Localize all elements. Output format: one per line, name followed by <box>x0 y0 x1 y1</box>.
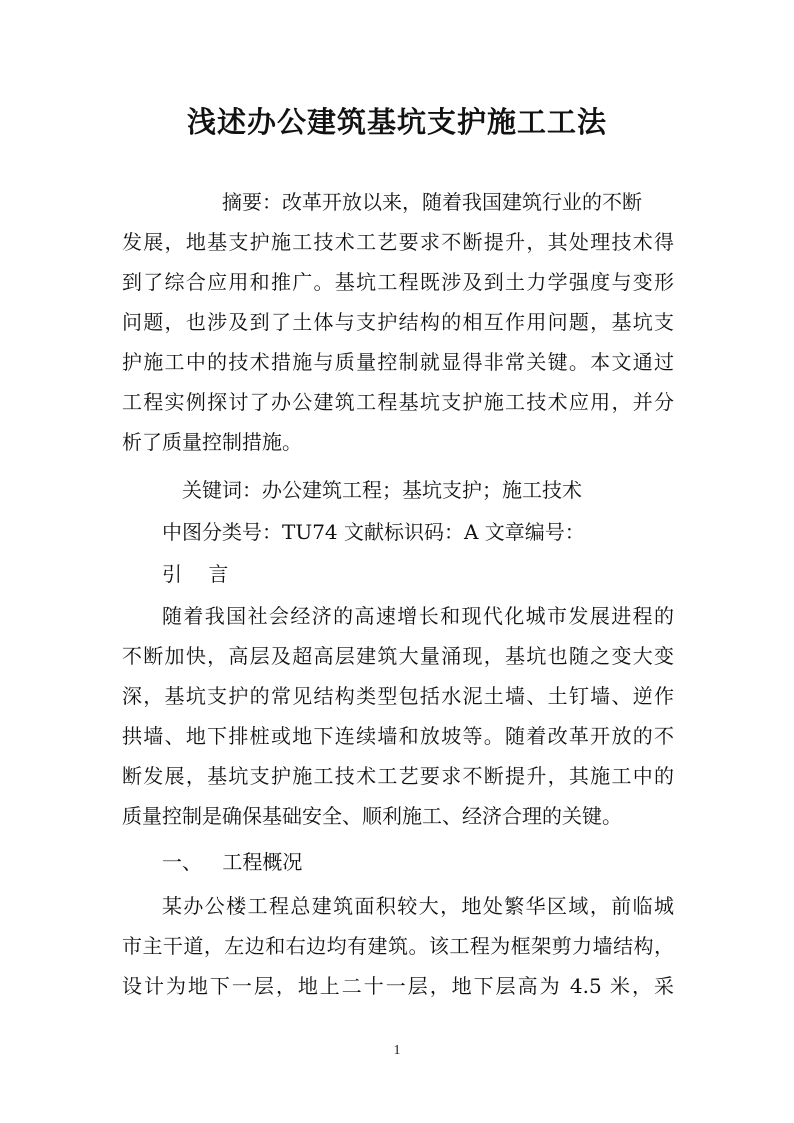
section-heading-introduction: 引 言 <box>162 562 239 586</box>
intro-line-5: 断发展，基坑支护施工技术工艺要求不断提升，其施工中的 <box>122 764 674 788</box>
page-title: 浅述办公建筑基坑支护施工工法 <box>186 105 607 139</box>
abstract-line-5: 护施工中的技术措施与质量控制就显得非常关键。本文通过 <box>122 350 674 374</box>
intro-line-2: 不断加快，高层及超高层建筑大量涌现，基坑也随之变大变 <box>122 644 674 668</box>
page-number: 1 <box>393 1043 401 1058</box>
overview-line-3: 设计为地下一层，地上二十一层，地下层高为 4.5 米，采 <box>122 974 674 998</box>
abstract-line-7: 析了质量控制措施。 <box>122 430 302 454</box>
overview-line-1: 某办公楼工程总建筑面积较大，地处繁华区域，前临城 <box>162 894 674 918</box>
abstract-line-6: 工程实例探讨了办公建筑工程基坑支护施工技术应用，并分 <box>122 390 674 414</box>
abstract-line-4: 问题，也涉及到了土体与支护结构的相互作用问题，基坑支 <box>122 310 674 334</box>
keywords-line: 关键词：办公建筑工程；基坑支护；施工技术 <box>182 478 582 502</box>
abstract-line-2: 发展，地基支护施工技术工艺要求不断提升，其处理技术得 <box>122 230 674 254</box>
abstract-line-3: 到了综合应用和推广。基坑工程既涉及到土力学强度与变形 <box>122 270 674 294</box>
intro-line-4: 拱墙、地下排桩或地下连续墙和放坡等。随着改革开放的不 <box>122 724 674 748</box>
abstract-line-1: 摘要：改革开放以来，随着我国建筑行业的不断 <box>222 190 642 214</box>
intro-line-6: 质量控制是确保基础安全、顺利施工、经济合理的关键。 <box>122 804 622 828</box>
intro-line-3: 深，基坑支护的常见结构类型包括水泥土墙、土钉墙、逆作 <box>122 684 674 708</box>
intro-line-1: 随着我国社会经济的高速增长和现代化城市发展进程的 <box>162 604 674 628</box>
section-heading-project-overview: 一、 工程概况 <box>162 850 303 874</box>
overview-line-2: 市主干道，左边和右边均有建筑。该工程为框架剪力墙结构， <box>122 934 674 958</box>
classification-line: 中图分类号：TU74 文献标识码：A 文章编号： <box>162 520 585 544</box>
